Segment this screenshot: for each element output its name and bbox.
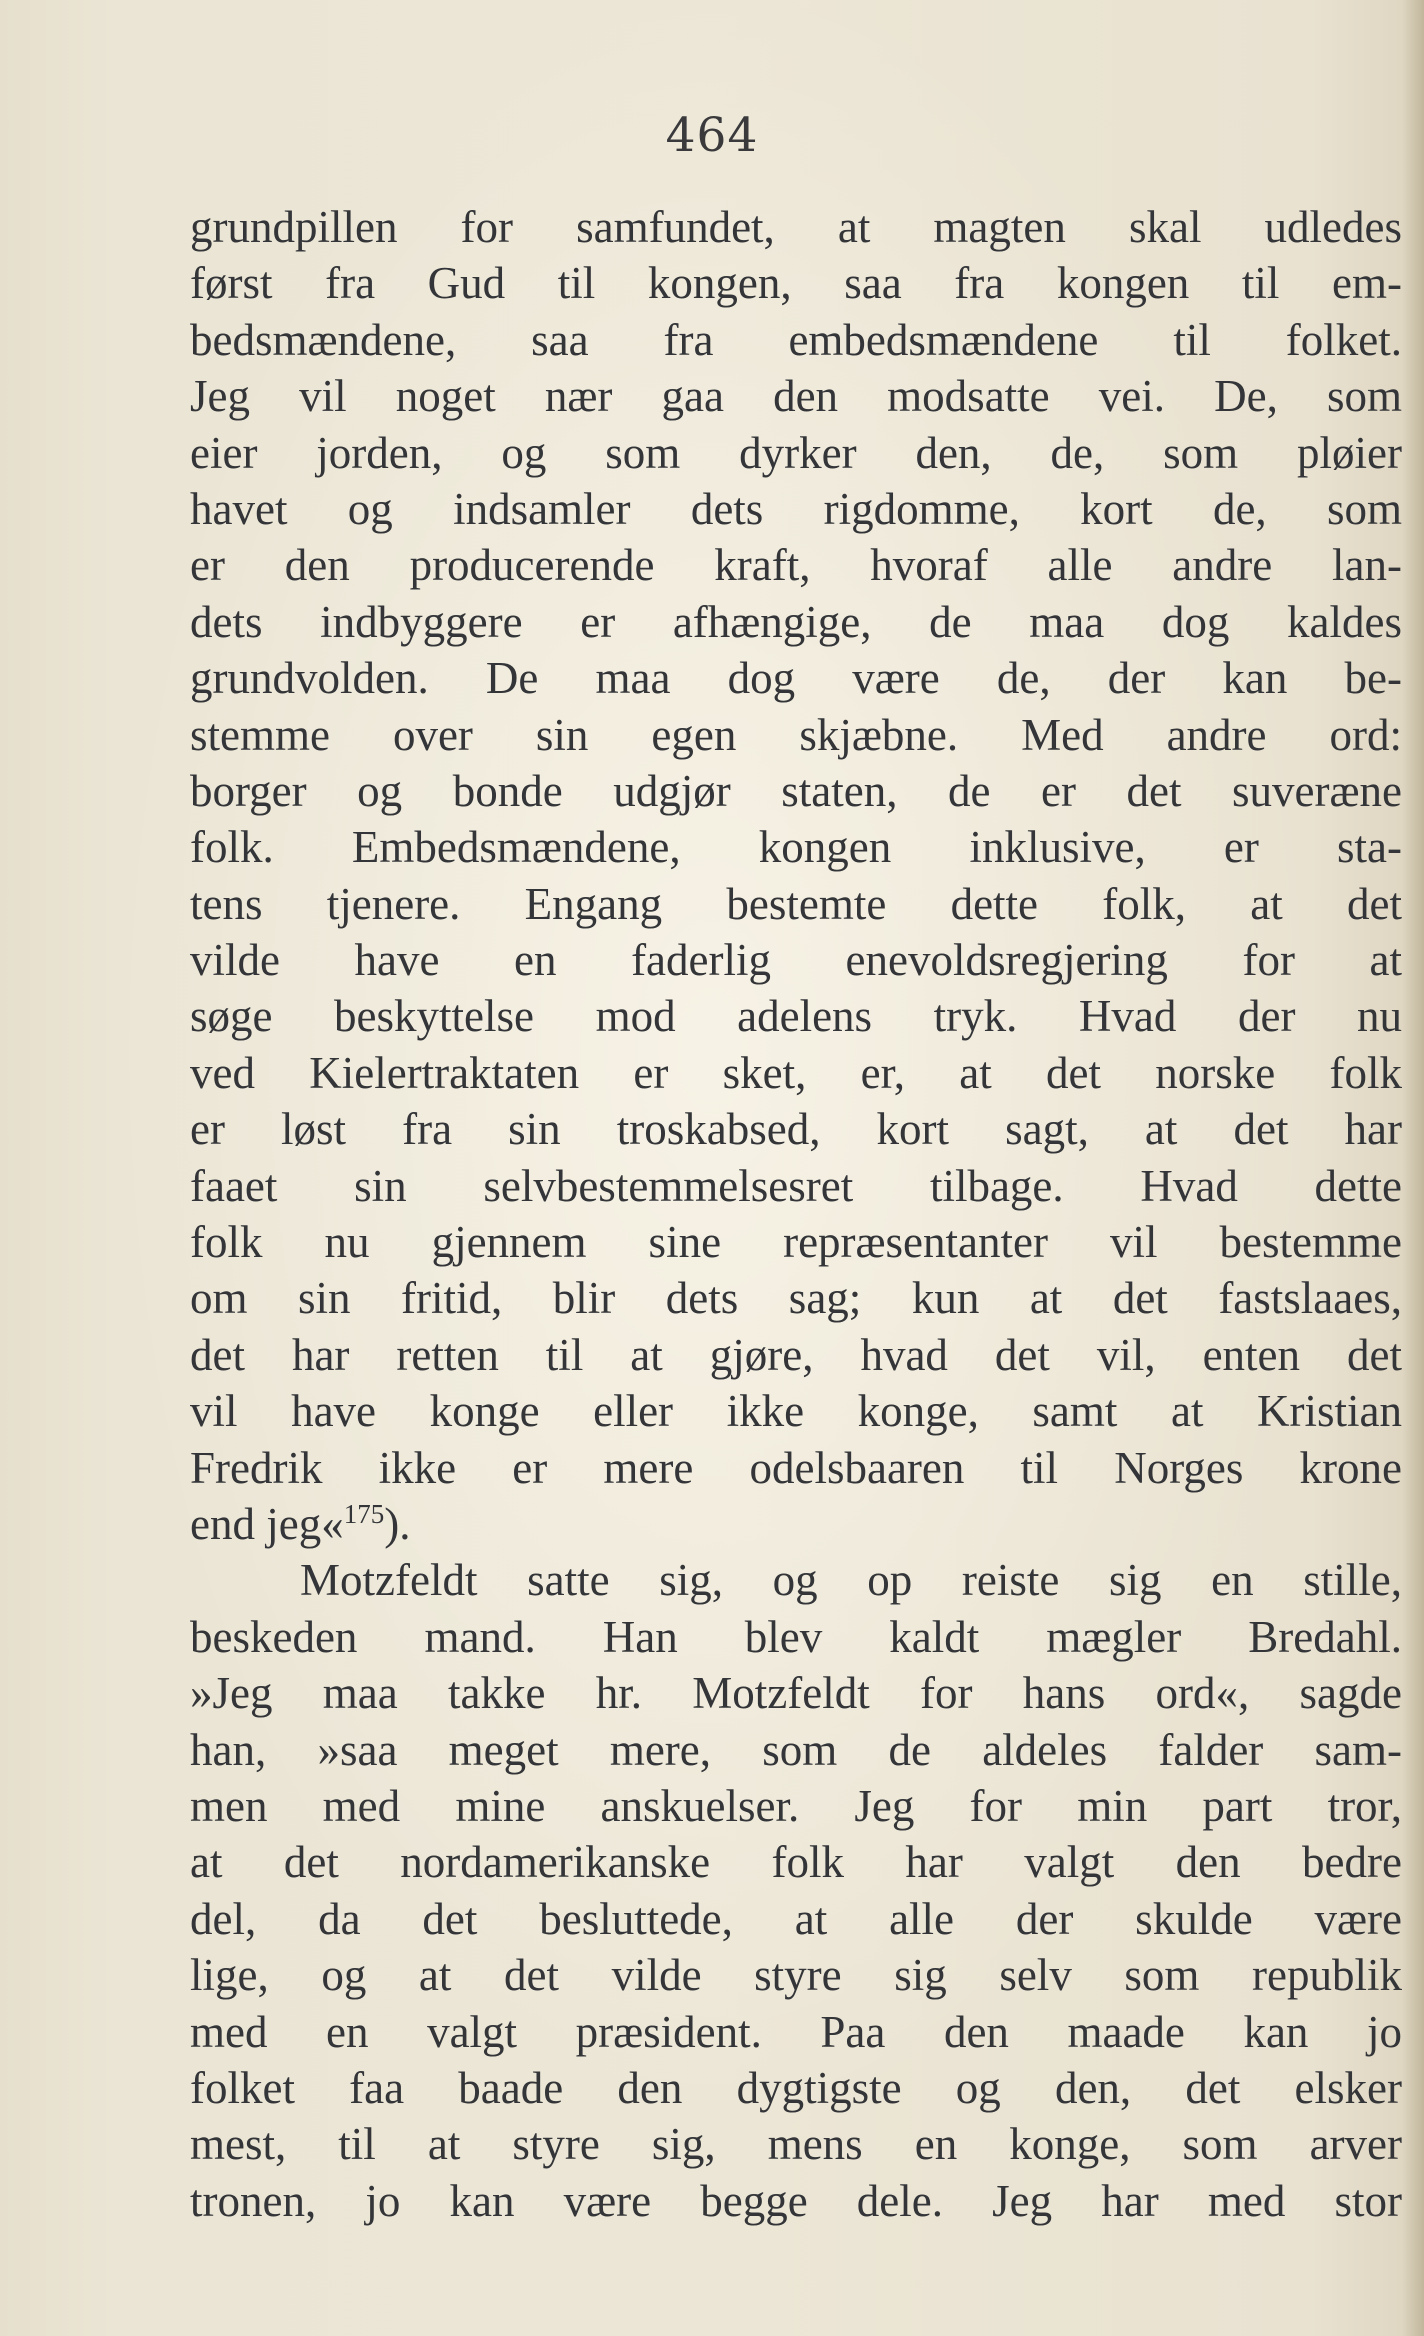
text-line: havet og indsamler dets rigdomme, kort de, som — [190, 483, 1402, 534]
text-fragment: ). — [384, 1498, 411, 1549]
text-line: Jeg vil noget nær gaa den modsatte vei. De, som — [190, 371, 1402, 422]
body-text — [190, 199, 1402, 2229]
text-line: folk. Embedsmændene, kongen inklusive, er sta- — [190, 822, 1402, 873]
text-line: beskeden mand. Han blev kaldt mægler Bredahl. — [190, 1611, 1402, 1662]
text-line: stemme over sin egen skjæbne. Med andre ord: — [190, 709, 1402, 760]
page-edge-shadow — [1402, 0, 1424, 2336]
text-line: dets indbyggere er afhængige, de maa dog kaldes — [190, 596, 1402, 647]
text-line: bedsmændene, saa fra embedsmændene til folket. — [190, 314, 1402, 365]
text-line: eier jorden, og som dyrker den, de, som pløier — [190, 427, 1402, 478]
text-line: grundvolden. De maa dog være de, der kan be- — [190, 653, 1402, 704]
text-line: »Jeg maa takke hr. Motzfeldt for hans ord«, sagde — [190, 1668, 1402, 1719]
text-line: tens tjenere. Engang bestemte dette folk, at det — [190, 878, 1402, 929]
text-line: vilde have en faderlig enevoldsregjering for at — [190, 935, 1402, 986]
text-line: faaet sin selvbestemmelsesret tilbage. Hvad dette — [190, 1160, 1402, 1211]
text-line: han, »saa meget mere, som de aldeles falder sam- — [190, 1724, 1402, 1775]
text-line: folket faa baade den dygtigste og den, det elsker — [190, 2062, 1402, 2113]
text-line: del, da det besluttede, at alle der skulde være — [190, 1893, 1402, 1944]
text-line: søge beskyttelse mod adelens tryk. Hvad der nu — [190, 991, 1402, 1042]
text-line: mest, til at styre sig, mens en konge, som arver — [190, 2119, 1402, 2170]
text-line: Fredrik ikke er mere odelsbaaren til Norges krone — [190, 1442, 1402, 1493]
text-line: med en valgt præsident. Paa den maade kan jo — [190, 2006, 1402, 2057]
text-line: lige, og at det vilde styre sig selv som republik — [190, 1950, 1402, 2001]
text-fragment: end jeg« — [190, 1498, 344, 1549]
text-line: grundpillen for samfundet, at magten skal udledes — [190, 202, 1402, 252]
text-line: borger og bonde udgjør staten, de er det suveræne — [190, 765, 1402, 816]
text-line: at det nordamerikanske folk har valgt den bedre — [190, 1837, 1402, 1888]
text-line: det har retten til at gjøre, hvad det vil, enten det — [190, 1329, 1402, 1380]
footnote-reference[interactable]: 175 — [343, 1498, 385, 1529]
paragraph-first-line: Motzfeldt satte sig, og op reiste sig en stille, — [300, 1555, 1402, 1606]
text-line-with-footnote — [190, 1496, 1402, 1552]
text-line: først fra Gud til kongen, saa fra kongen til em- — [190, 258, 1402, 309]
text-line: er den producerende kraft, hvoraf alle andre lan- — [190, 540, 1402, 591]
text-line: ved Kielertraktaten er sket, er, at det norske folk — [190, 1047, 1402, 1098]
text-line: tronen, jo kan være begge dele. Jeg har med stor — [190, 2175, 1402, 2226]
text-line: vil have konge eller ikke konge, samt at Kristian — [190, 1386, 1402, 1437]
page-number: 464 — [665, 108, 759, 163]
text-line: om sin fritid, blir dets sag; kun at det fastslaaes, — [190, 1273, 1402, 1324]
text-line: men med mine anskuelser. Jeg for min part tror, — [190, 1780, 1402, 1831]
text-line: folk nu gjennem sine repræsentanter vil bestemme — [190, 1217, 1402, 1268]
text-line: er løst fra sin troskabsed, kort sagt, at det har — [190, 1104, 1402, 1155]
